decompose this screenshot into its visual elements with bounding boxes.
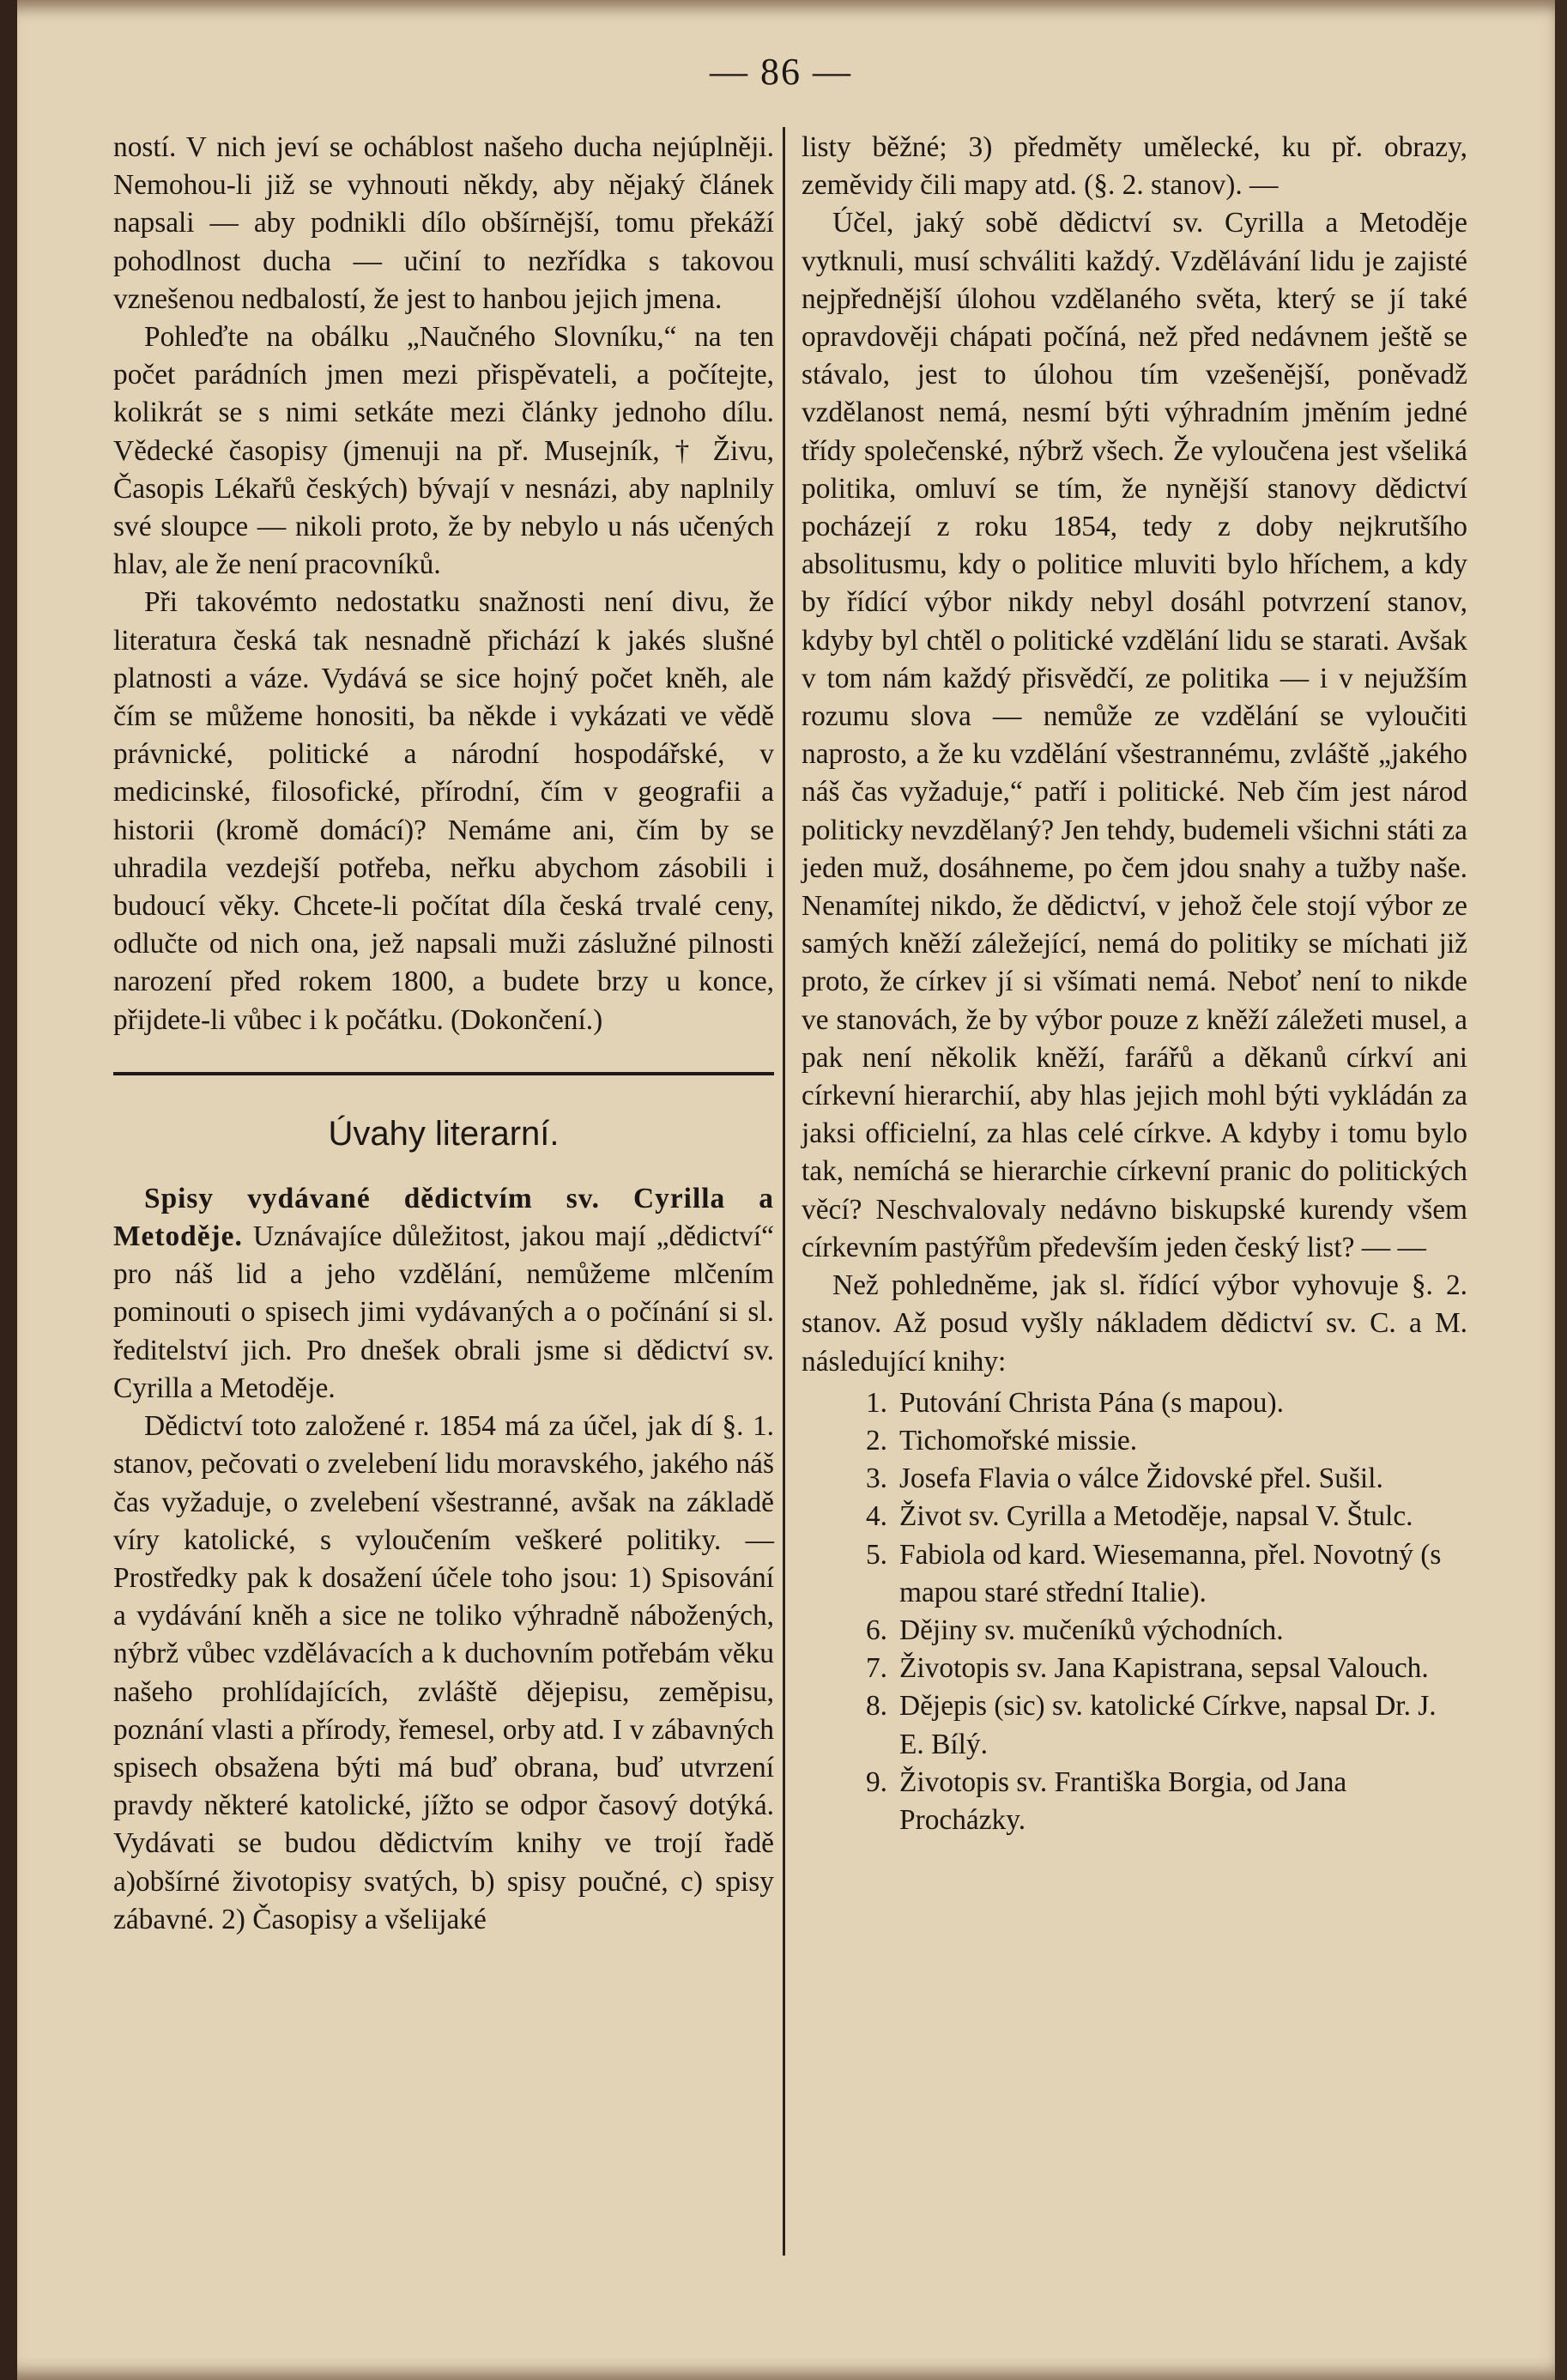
list-item-text: Fabiola od kard. Wiesemanna, přel. Novotný (s mapou staré střední Italie).: [899, 1538, 1442, 1608]
list-item-number: 6.: [865, 1614, 887, 1646]
list-item-number: 3.: [865, 1463, 887, 1495]
paragraph: Pohleďte na obálku „Naučného Slovníku,“ na ten počet parádních jmen mezi přispěvateli, a počítejte, kolikrát se s nimi setkáte mezi články jednoho dílu. Vědecké časopisy (jmenuji na př. Musejník, † Živu, Časopis Lékařů českých) bývají v nesnázi, aby naplnily své sloupce — nikoli proto, že by nebylo u nás učených hlav, ale že není pracovníků.: [113, 321, 774, 581]
list-item-number: 4.: [865, 1500, 887, 1533]
list-item-number: 8.: [865, 1690, 887, 1723]
right-page-edge: [1555, 0, 1567, 2380]
list-item-text: Josefa Flavia o válce Židovské přel. Sušil.: [899, 1463, 1383, 1495]
list-item-text: Tichomořské missie.: [899, 1424, 1138, 1456]
list-item: [802, 1612, 1467, 1650]
list-item-text: Putování Christa Pána (s mapou).: [899, 1386, 1284, 1419]
right-column: [802, 129, 1467, 1839]
paragraph: Dědictví toto založené r. 1854 má za účel, jak dí §. 1. stanov, pečovati o zvelebení lidu moravského, jakého náš čas vyžaduje, o zvelebení všestranné, avšak na základě víry katolické, s vyloučením veškeré politiky. — Prostředky pak k dosažení účele toho jsou: 1) Spisování a vydávání kněh a sice ne toliko výhradně nábožených, nýbrž vůbec vzdělávacích a k duchovním potřebám věku našeho prohlídajících, zvláště dějepisu, zeměpisu, poznání vlasti a přírody, řemesel, orby atd. I v zábavných spisech obsažena býti má buď obrana, buď utvrzení pravdy některé katolické, jížto se odpor časový dotýká. Vydávati se budou dědictvím knihy ve trojí řadě a)obšírné životopisy svatých, b) spisy poučné, c) spisy zábavné. 2) Časopisy a všelijaké: [113, 1410, 774, 1935]
paragraph: ností. V nich jeví se ocháblost našeho ducha nejúplněji. Nemohou-li již se vyhnouti někdy, aby nějaký článek napsali — aby podnikli dílo obšírnější, tomu překáží pohodlnost ducha — učiní to nezřídka s takovou vznešenou nedbalostí, že jest to hanbou jejich jmena.: [113, 131, 774, 315]
list-item: [802, 1498, 1467, 1535]
list-item-text: Život sv. Cyrilla a Metoděje, napsal V. Štulc.: [899, 1500, 1413, 1533]
list-item-text: Dějiny sv. mučeníků východních.: [899, 1614, 1284, 1646]
list-item-number: 5.: [865, 1538, 887, 1571]
left-page-edge: [0, 0, 17, 2380]
paragraph: Při takovémto nedostatku snažnosti není divu, že literatura česká tak nesnadně přichází k jakés slušné platnosti a váze. Vydává se sice hojný počet kněh, ale čím se můžeme honositi, ba někde i vykázati ve vědě právnické, politické a národní hospodářské, v medicinské, filosofické, přírodní, čím v geografii a historii (kromě domácí)? Nemáme ani, čím by se uhradila vezdejší potřeba, neřku abychom zásobili i budoucí věky. Chcete-li počítat díla česká trvalé ceny, odlučte od nich ona, jež napsali muži záslužné pilnosti narození před rokem 1800, a budete brzy u konce, přijdete-li vůbec i k počátku. (Dokončení.): [113, 586, 774, 1036]
book-list: [802, 1384, 1467, 1839]
article-title: Spisy vydávané dědictvím sv. Cyrilla a Metoděje.: [113, 1182, 774, 1253]
page-number: — 86 —: [710, 51, 852, 93]
list-item-number: 9.: [865, 1765, 887, 1798]
column-divider: [783, 127, 785, 2256]
left-column: [113, 129, 774, 1939]
list-item: [802, 1536, 1467, 1612]
list-item-number: 1.: [865, 1386, 887, 1419]
list-item: [802, 1384, 1467, 1422]
list-item: [802, 1460, 1467, 1498]
list-item-text: Životopis sv. Jana Kapistrana, sepsal Valouch.: [899, 1652, 1429, 1685]
list-item-text: Životopis sv. Františka Borgia, od Jana Procházky.: [899, 1765, 1347, 1836]
article-lead: [113, 1180, 774, 1408]
paragraph: Účel, jaký sobě dědictví sv. Cyrilla a Metoděje vytknuli, musí schváliti každý. Vzdělávání lidu je zajisté nejpřednější úlohou vzdělaného světa, který se jí také opravdověji chápati počíná, než před nedávnem ještě se stávalo, jest to úlohou tím vzešenější, poněvadž vzdělanost nemá, nesmí býti výhradním jměním jedné třídy společenské, nýbrž všech. Že vyloučena jest všeliká politika, omluví se tím, že nynější stanovy dědictví pocházejí z roku 1854, tedy z doby nejkrutšího absolitusmu, kdy o politice mluviti bylo hříchem, a kdy by řídící výbor nikdy nebyl dosáhl potvrzení stanov, kdyby byl chtěl o politické vzdělání lidu se starati. Avšak v tom nám každý přisvědčí, ze politika — i v nejužším rozumu slova — nemůže ze vzdělání se vyloučiti naprosto, a že ku vzdělání všestrannému, zvláště „jakého náš čas vyžaduje,“ patří i politické. Neb čím jest národ politicky nevzdělaný? Jen tehdy, budemeli všichni státi za jeden muž, dosáhneme, po čem jdou snahy a tužby naše. Nenamítej nikdo, že dědictví, v jehož čele stojí výbor ze samých kněží záležející, nemá do politiky se míchati již proto, že církev jí si všímati nemá. Neboť není to nikde ve stanovách, že by výbor pouze z kněží záležeti musel, a pak není několik kněží, farářů a děkanů církví ani církevní hierarchií, aby hlas jejich mohl býti vykládán za jaksi officielní, za hlas celé církve. A kdyby i tomu bylo tak, nemíchá se hierarchie církevní pranic do politických věcí? Neschvalovaly nedávno biskupské kurendy všem církevním pastýřům především jeden český list? — —: [802, 207, 1467, 1263]
paragraph: Než pohledněme, jak sl. řídící výbor vyhovuje §. 2. stanov. Až posud vyšly nákladem dědictví sv. C. a M. následující knihy:: [802, 1269, 1467, 1378]
section-rule: [113, 1072, 774, 1075]
section-title: Úvahy literarní.: [328, 1114, 560, 1153]
list-item: [802, 1764, 1467, 1839]
article-intro: Uznávajíce důležitost, jakou mají „dědictví“ pro náš lid a jeho vzdělání, nemůžeme mlčením pominouti o spisech jimi vydávaných a o počínání si sl. ředitelství jich. Pro dnešek obrali jsme si dědictví sv. Cyrilla a Metoděje.: [113, 1220, 774, 1404]
paragraph: listy běžné; 3) předměty umělecké, ku př. obrazy, zeměvidy čili mapy atd. (§. 2. stanov). —: [802, 131, 1467, 202]
list-item-text: Dějepis (sic) sv. katolické Církve, napsal Dr. J. E. Bílý.: [899, 1690, 1437, 1760]
list-item-number: 7.: [865, 1652, 887, 1685]
list-item-number: 2.: [865, 1424, 887, 1456]
list-item: [802, 1650, 1467, 1687]
list-item: [802, 1687, 1467, 1763]
list-item: [802, 1422, 1467, 1460]
